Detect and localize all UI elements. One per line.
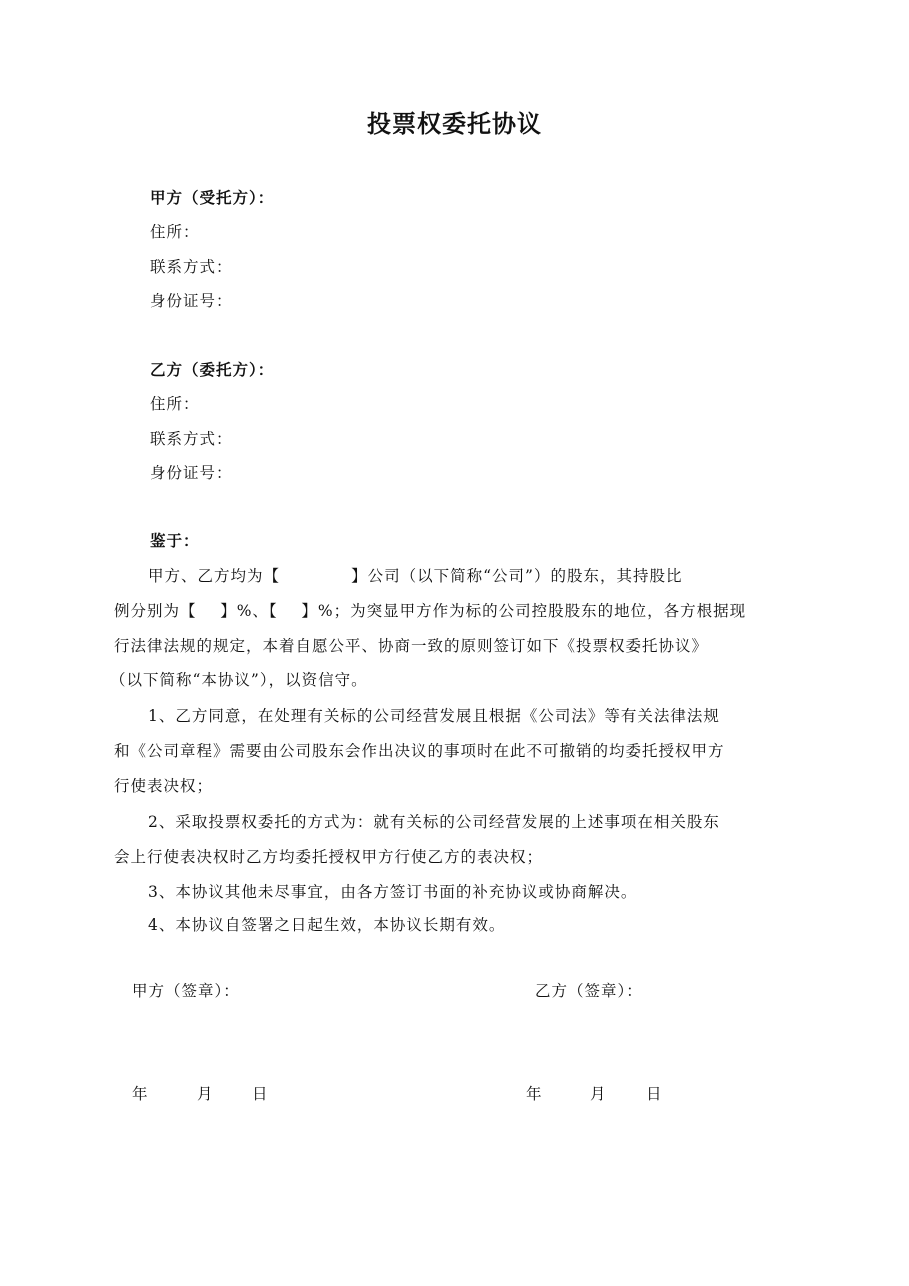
party-a-month: 月 xyxy=(197,1085,214,1103)
whereas-line-2: 例分别为【 】%、【 】%；为突显甲方作为标的公司控股股东的地位，各方根据现 xyxy=(114,602,747,620)
party-a-id-label: 身份证号： xyxy=(150,292,233,310)
party-a-contact-label: 联系方式： xyxy=(150,258,233,276)
clause-3: 3、本协议其他未尽事宜，由各方签订书面的补充协议或协商解决。 xyxy=(148,883,638,901)
party-b-heading: 乙方（委托方）： xyxy=(150,361,275,379)
clause-1-line-3: 行使表决权； xyxy=(114,777,214,795)
whereas-line-4: （以下简称“本协议”），以资信守。 xyxy=(110,671,368,689)
clause-2-line-2: 会上行使表决权时乙方均委托授权甲方行使乙方的表决权； xyxy=(114,848,544,866)
whereas-line-1: 甲方、乙方均为【 】公司（以下简称“公司”）的股东，其持股比 xyxy=(148,567,683,585)
clause-1-line-2: 和《公司章程》需要由公司股东会作出决议的事项时在此不可撤销的均委托授权甲方 xyxy=(114,742,725,760)
party-a-address-label: 住所： xyxy=(150,223,200,241)
clause-4: 4、本协议自签署之日起生效，本协议长期有效。 xyxy=(148,916,506,934)
party-b-year: 年 xyxy=(526,1085,543,1103)
whereas-heading: 鉴于： xyxy=(150,532,200,550)
whereas-line-3: 行法律法规的规定，本着自愿公平、协商一致的原则签订如下《投票权委托协议》 xyxy=(114,637,709,655)
party-b-id-label: 身份证号： xyxy=(150,464,233,482)
party-b-signature-label: 乙方（签章）： xyxy=(535,982,643,1000)
clause-2-line-1: 2、采取投票权委托的方式为：就有关标的公司经营发展的上述事项在相关股东 xyxy=(148,813,720,831)
party-b-month: 月 xyxy=(590,1085,607,1103)
party-b-address-label: 住所： xyxy=(150,395,200,413)
clause-1-line-1: 1、乙方同意，在处理有关标的公司经营发展且根据《公司法》等有关法律法规 xyxy=(148,707,720,725)
party-a-day: 日 xyxy=(252,1085,269,1103)
document-title: 投票权委托协议 xyxy=(367,110,542,138)
party-a-heading: 甲方（受托方）： xyxy=(150,189,275,207)
party-a-year: 年 xyxy=(132,1085,149,1103)
party-b-day: 日 xyxy=(646,1085,663,1103)
party-b-contact-label: 联系方式： xyxy=(150,430,233,448)
party-a-signature-label: 甲方（签章）： xyxy=(132,982,240,1000)
